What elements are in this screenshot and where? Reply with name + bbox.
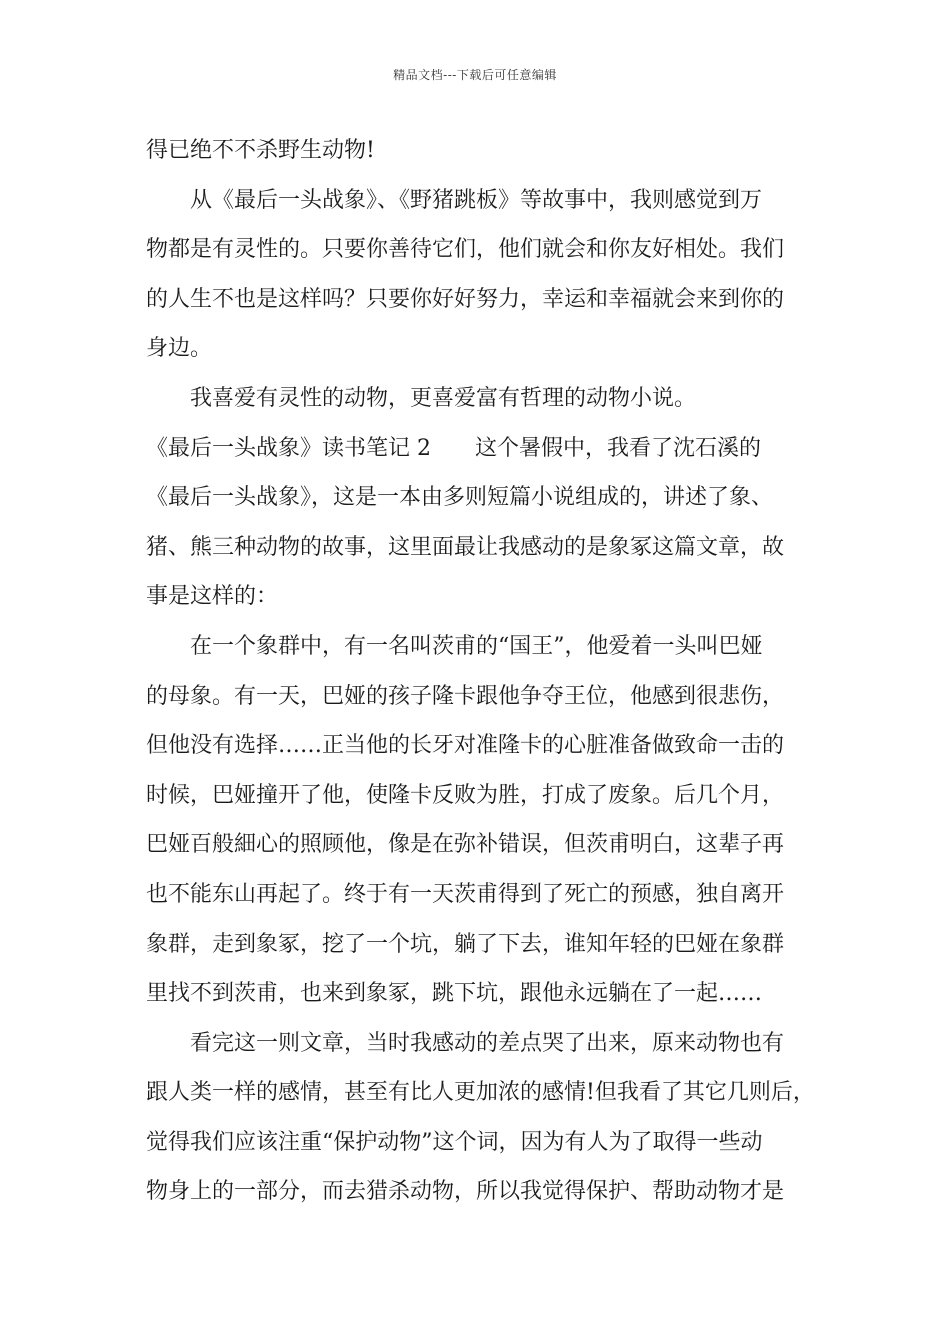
- paragraph-first-line: 在一个象群中，有一名叫茨甫的“国王”，他爱着一头叫巴娅: [190, 633, 763, 659]
- text-line: 的母象。有一天，巴娅的孩子隆卡跟他争夺王位，他感到很悲伤，: [146, 683, 785, 709]
- text-line: 的人生不也是这样吗？只要你好好努力，幸运和幸福就会来到你的: [146, 286, 785, 312]
- text-line: 里找不到茨甫，也来到象冢，跳下坑，跟他永远躺在了一起……: [146, 981, 763, 1007]
- paragraph-first-line: 从《最后一头战象》、《野猪跳板》等故事中，我则感觉到万: [190, 187, 763, 213]
- section-title-line: 《最后一头战象》读书笔记 2 这个暑假中，我看了沈石溪的: [146, 435, 761, 461]
- text-line: 事是这样的：: [146, 584, 279, 610]
- paragraph-first-line: 我喜爱有灵性的动物，更喜爱富有哲理的动物小说。: [190, 385, 697, 411]
- text-line: 物都是有灵性的。只要你善待它们，他们就会和你友好相处。我们: [146, 237, 785, 263]
- text-line: 也不能东山再起了。终于有一天茨甫得到了死亡的预感，独自离开: [146, 881, 785, 907]
- text-line: 巴娅百般細心的照顾他，像是在弥补错误，但茨甫明白，这辈子再: [146, 832, 785, 858]
- text-line: 时候，巴娅撞开了他，使隆卡反败为胜，打成了废象。后几个月，: [146, 782, 785, 808]
- page-header: 精品文档---下载后可任意编辑: [393, 68, 557, 82]
- text-line: 象群，走到象冢，挖了一个坑，躺了下去，谁知年轻的巴娅在象群: [146, 931, 785, 957]
- text-line: 觉得我们应该注重“保护动物”这个词，因为有人为了取得一些动: [146, 1129, 763, 1155]
- text-line: 物身上的一部分，而去猎杀动物，所以我觉得保护、帮助动物才是: [146, 1179, 785, 1205]
- text-line: 跟人类一样的感情，甚至有比人更加浓的感情!但我看了其它几则后，: [146, 1080, 815, 1106]
- text-line: 得已绝不不杀野生动物!: [146, 138, 375, 163]
- text-line: 但他没有选择……正当他的长牙对准隆卡的心脏准备做致命一击的: [146, 733, 785, 759]
- text-line: 猪、熊三种动物的故事，这里面最让我感动的是象冢这篇文章，故: [146, 534, 785, 560]
- text-line: 身边。: [146, 336, 213, 362]
- paragraph-first-line: 看完这一则文章，当时我感动的差点哭了出来，原来动物也有: [190, 1030, 785, 1056]
- text-line: 《最后一头战象》，这是一本由多则短篇小说组成的，讲述了象、: [146, 485, 774, 511]
- document-body: [146, 126, 826, 1217]
